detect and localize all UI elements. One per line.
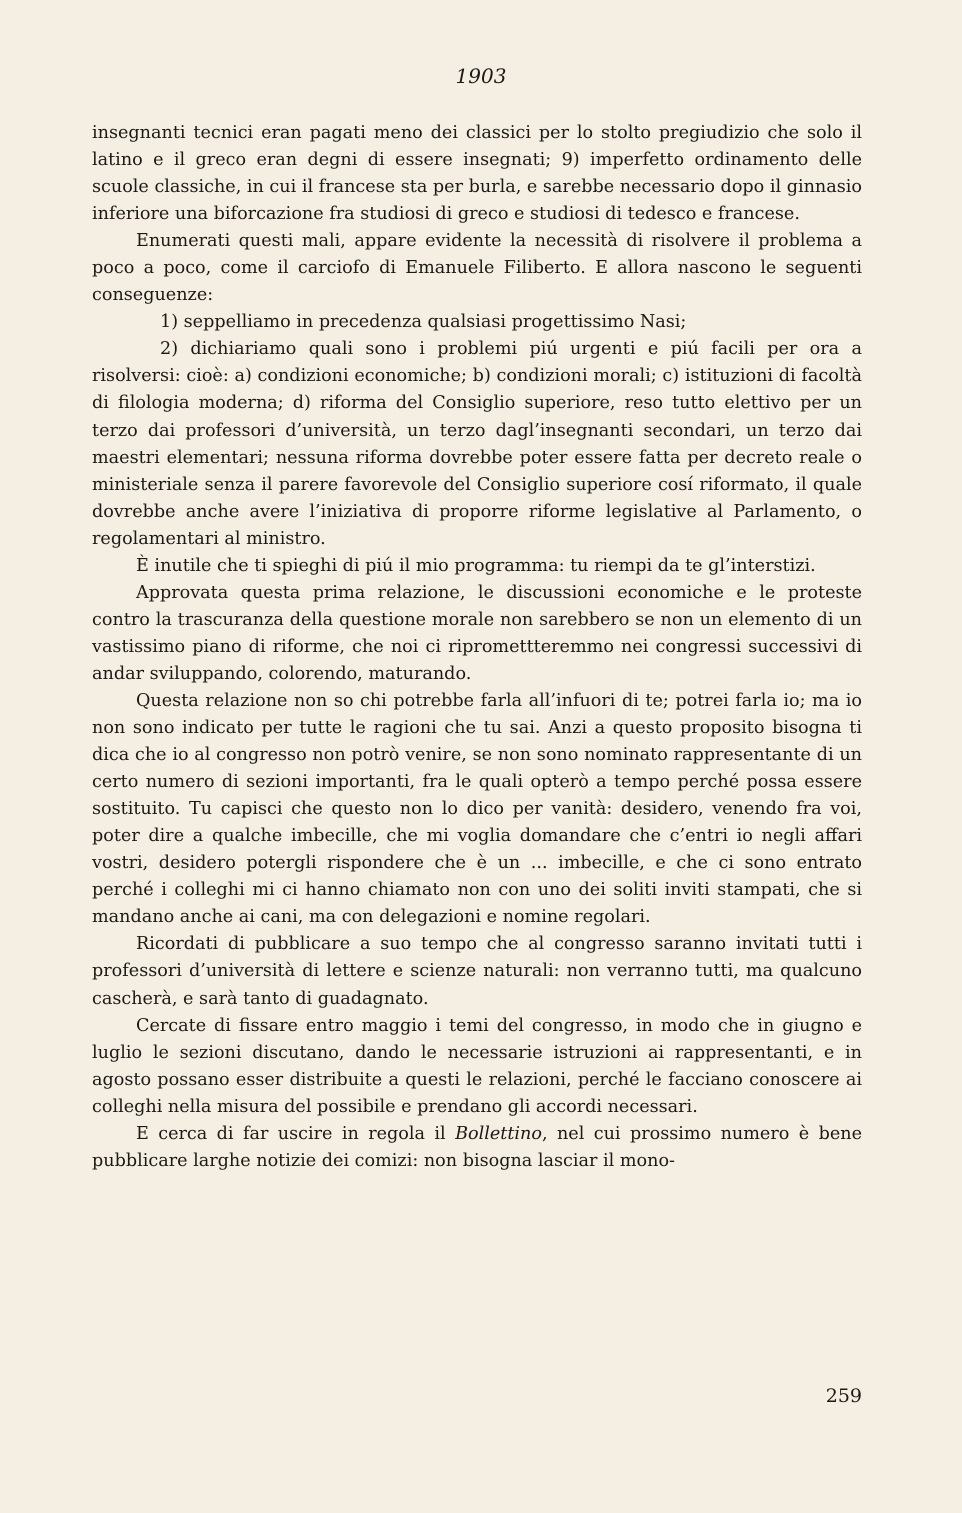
paragraph-text: E cerca di far uscire in regola il xyxy=(136,1123,456,1144)
list-item: 1) seppelliamo in precedenza qualsiasi progettissimo Nasi; xyxy=(160,312,687,333)
paragraph xyxy=(92,1121,862,1175)
list-item: 2) dichiariamo quali sono i problemi piú urgenti e piú facili per ora a risolversi: cioè: a) condizioni economiche; b) condizioni morali; c) istituzioni di facoltà di filologia moderna; d) riforma del Consiglio superiore, reso tutto elettivo per un terzo dai professori d’università, un terzo dagl’insegnanti secondari, un terzo dai maestri elementari; nessuna riforma dovrebbe poter essere fatta per decreto reale o ministeriale senza il parere favorevole del Consiglio superiore cosí riformato, il quale dovrebbe anche avere l’iniziativa di proporre riforme legislative al Parlamento, o regolamentari al ministro. xyxy=(92,339,862,549)
paragraph: insegnanti tecnici eran pagati meno dei classici per lo stolto pregiudizio che solo il latino e il greco eran degni di essere insegnati; 9) imperfetto ordinamento delle scuole classiche, in cui il francese sta per burla, e sarebbe necessario dopo il ginnasio inferiore una biforcazione fra studiosi di greco e studiosi di tedesco e francese. xyxy=(92,123,862,225)
paragraph: È inutile che ti spieghi di piú il mio programma: tu riempi da te gl’interstizi. xyxy=(136,555,816,576)
bollettino-title: Bollettino xyxy=(455,1123,542,1144)
page-number: 259 xyxy=(825,1385,862,1407)
paragraph-text: , nel cui prossimo numero è bene pubblicare larghe notizie dei comizi: non bisogna lasciar il mono- xyxy=(92,1123,862,1171)
paragraph: Questa relazione non so chi potrebbe farla all’infuori di te; potrei farla io; ma io non sono indicato per tutte le ragioni che tu sai. Anzi a questo proposito bisogna ti dica che io al congresso non potrò venire, se non sono nominato rappresentante di un certo numero di sezioni importanti, fra le quali opterò a tempo perché possa essere sostituito. Tu capisci che questo non lo dico per vanità: desidero, venendo fra voi, poter dire a qualche imbecille, che mi voglia domandare che c’entri io negli affari vostri, desidero potergli rispondere che è un ... imbecille, e che ci sono entrato perché i colleghi mi ci hanno chiamato non con uno dei soliti inviti stampati, che si mandano anche ai cani, ma con delegazioni e nomine regolari. xyxy=(92,690,862,928)
paragraph: Ricordati di pubblicare a suo tempo che al congresso saranno invitati tutti i professori d’università di lettere e scienze naturali: non verranno tutti, ma qualcuno cascherà, e sarà tanto di guadagnato. xyxy=(92,934,862,1009)
paragraph: Approvata questa prima relazione, le discussioni economiche e le proteste contro la trascuranza della questione morale non sarebbero se non un elemento di un vastissimo piano di riforme, che noi ci ripromettteremmo nei congressi successivi di andar sviluppando, colorendo, maturando. xyxy=(92,582,862,684)
paragraph: Enumerati questi mali, appare evidente la necessità di risolvere il problema a poco a poco, come il carciofo di Emanuele Filiberto. E allora nascono le seguenti conseguenze: xyxy=(92,231,862,306)
running-title: 1903 xyxy=(455,64,507,88)
body-text xyxy=(92,120,862,1175)
paragraph: Cercate di fissare entro maggio i temi del congresso, in modo che in giugno e luglio le sezioni discutano, dando le necessarie istruzioni ai rappresentanti, e in agosto possano esser distribuite a questi le relazioni, perché le facciano conoscere ai colleghi nella misura del possibile e prendano gli accordi necessari. xyxy=(92,1015,862,1117)
